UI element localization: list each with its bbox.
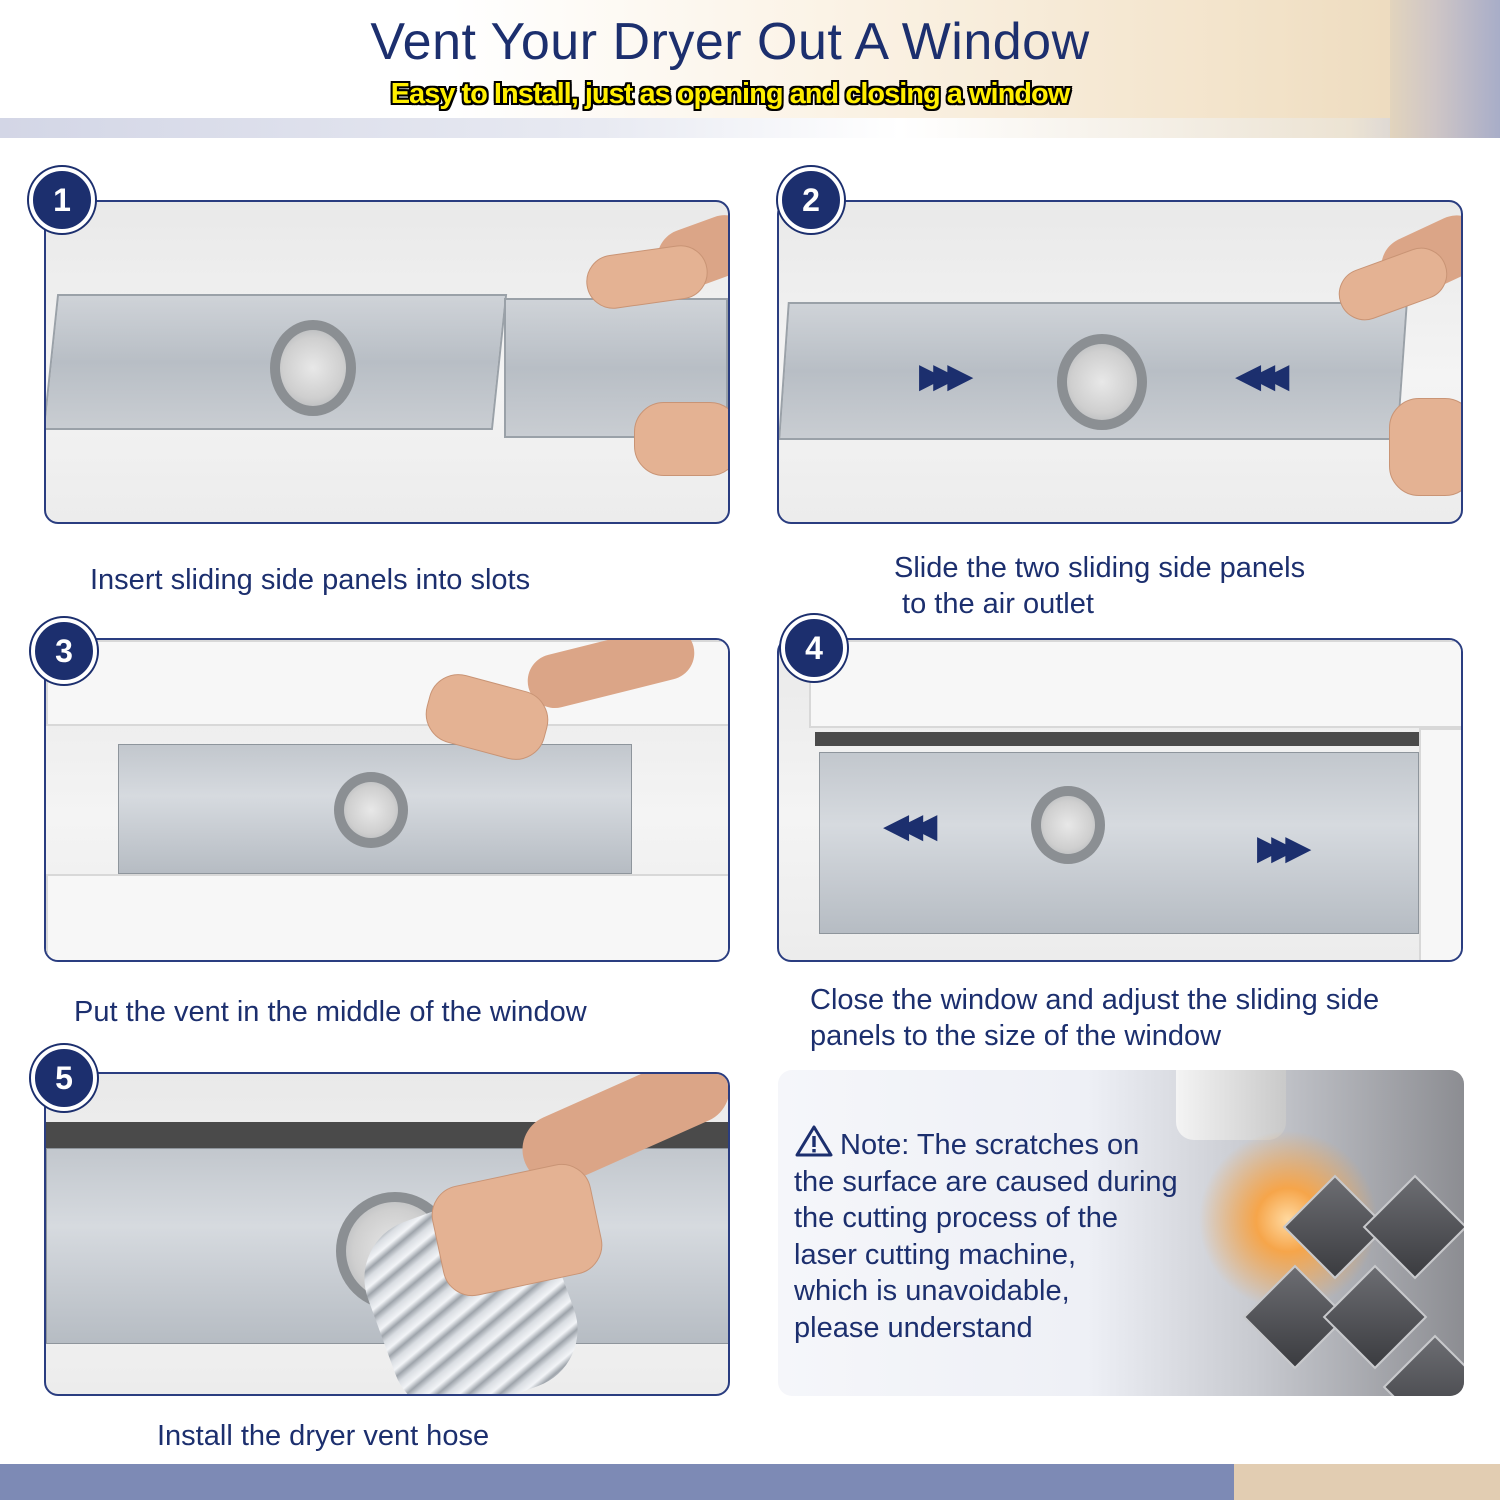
note-line-5: which is unavoidable, xyxy=(794,1275,1070,1307)
step-3-badge: 3 xyxy=(31,618,97,684)
air-outlet-ring xyxy=(334,772,408,848)
note-line-2: the surface are caused during xyxy=(794,1165,1178,1198)
step-2-photo xyxy=(777,200,1463,524)
header-band xyxy=(0,118,1500,138)
note-line-4: laser cutting machine, xyxy=(794,1238,1077,1271)
arrow-right-icon: ▶▶▶ xyxy=(919,357,962,395)
cut-metal-piece xyxy=(1363,1175,1464,1280)
footer-bar-left xyxy=(0,1464,1234,1500)
step-5-badge: 5 xyxy=(31,1045,97,1111)
step-5-caption: Install the dryer vent hose xyxy=(157,1420,490,1452)
warning-icon xyxy=(794,1124,834,1158)
arrow-right-icon: ▶▶▶ xyxy=(1257,829,1300,867)
hand-bottom xyxy=(634,402,730,476)
step-4-badge: 4 xyxy=(781,615,847,681)
page-title: Vent Your Dryer Out A Window xyxy=(370,13,1090,71)
window-frame-right xyxy=(1419,728,1463,962)
note-line-3: the cutting process of the xyxy=(794,1202,1119,1234)
step-2-badge: 2 xyxy=(778,167,844,233)
arrow-left-icon: ◀◀◀ xyxy=(1235,357,1278,395)
arrow-left-icon: ◀◀◀ xyxy=(883,807,926,845)
step-1-caption: Insert sliding side panels into slots xyxy=(90,564,531,596)
window-seal xyxy=(815,732,1463,746)
page-subtitle: Easy to Install, just as opening and closing a window xyxy=(390,78,1070,110)
air-outlet-ring xyxy=(270,320,356,416)
step-4-caption-line-2: panels to the size of the window xyxy=(810,1020,1222,1052)
hand-bottom xyxy=(1389,398,1463,496)
step-1-photo xyxy=(44,200,730,524)
step-2-caption-line-2: to the air outlet xyxy=(894,588,1094,620)
step-4-caption-line-1: Close the window and adjust the sliding side xyxy=(810,984,1380,1016)
note-box xyxy=(778,1070,1464,1396)
air-outlet-ring xyxy=(1031,786,1105,864)
step-3-caption: Put the vent in the middle of the window xyxy=(74,996,587,1028)
step-4-photo xyxy=(777,638,1463,962)
note-text xyxy=(794,1124,1224,1346)
footer-bar-right xyxy=(1234,1464,1500,1500)
step-5-photo xyxy=(44,1072,730,1396)
note-line xyxy=(794,1124,1224,1164)
step-1-badge: 1 xyxy=(29,167,95,233)
note-line-6: please understand xyxy=(794,1311,1033,1344)
air-outlet-ring xyxy=(1057,334,1147,430)
step-2-caption-line-1: Slide the two sliding side panels xyxy=(894,552,1306,584)
note-line-1: Note: The scratches on xyxy=(840,1129,1140,1161)
window-sill xyxy=(46,874,730,962)
step-3-photo xyxy=(44,638,730,962)
window-sash xyxy=(809,640,1463,728)
